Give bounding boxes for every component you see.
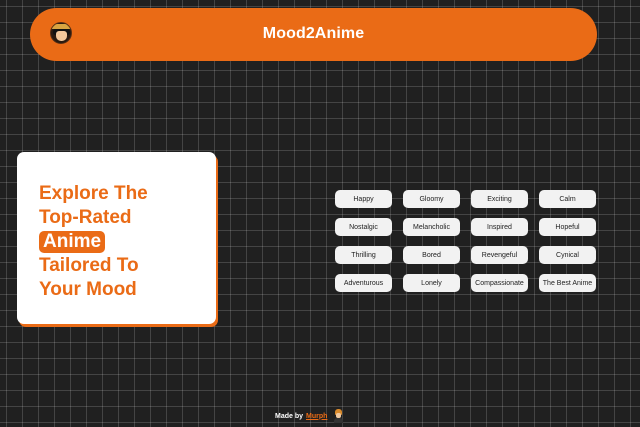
mood-button[interactable]: Cynical <box>539 246 596 264</box>
mood-button-grid <box>335 190 596 292</box>
mood-button[interactable]: Calm <box>539 190 596 208</box>
mood-button[interactable]: Hopeful <box>539 218 596 236</box>
author-link[interactable]: Murph <box>306 412 328 420</box>
footer <box>275 409 343 423</box>
mood-button[interactable]: Compassionate <box>471 274 528 292</box>
hero-line: Tailored To <box>39 255 139 276</box>
mood-button[interactable]: Bored <box>403 246 460 264</box>
mood-button[interactable]: Exciting <box>471 190 528 208</box>
mood-button[interactable]: Melancholic <box>403 218 460 236</box>
hero-line: Your Mood <box>39 279 137 300</box>
navbar <box>30 8 597 61</box>
mood-button[interactable]: Adventurous <box>335 274 392 292</box>
mood-button[interactable]: Lonely <box>403 274 460 292</box>
best-anime-button[interactable]: The Best Anime <box>539 274 596 292</box>
mood-button[interactable]: Revengeful <box>471 246 528 264</box>
mood-button[interactable]: Happy <box>335 190 392 208</box>
mood-button[interactable]: Nostalgic <box>335 218 392 236</box>
app-title: Mood2Anime <box>262 25 365 42</box>
mood-button[interactable]: Thrilling <box>335 246 392 264</box>
author-avatar-icon <box>333 409 343 423</box>
hero-card <box>17 152 216 324</box>
hero-heading <box>39 182 148 302</box>
mood-button[interactable]: Inspired <box>471 218 528 236</box>
footer-prefix: Made by <box>275 412 304 420</box>
hero-line: Explore The <box>39 183 148 204</box>
mood-button[interactable]: Gloomy <box>403 190 460 208</box>
anime-highlight: Anime <box>39 231 105 253</box>
hero-line: Top-Rated <box>39 207 132 228</box>
